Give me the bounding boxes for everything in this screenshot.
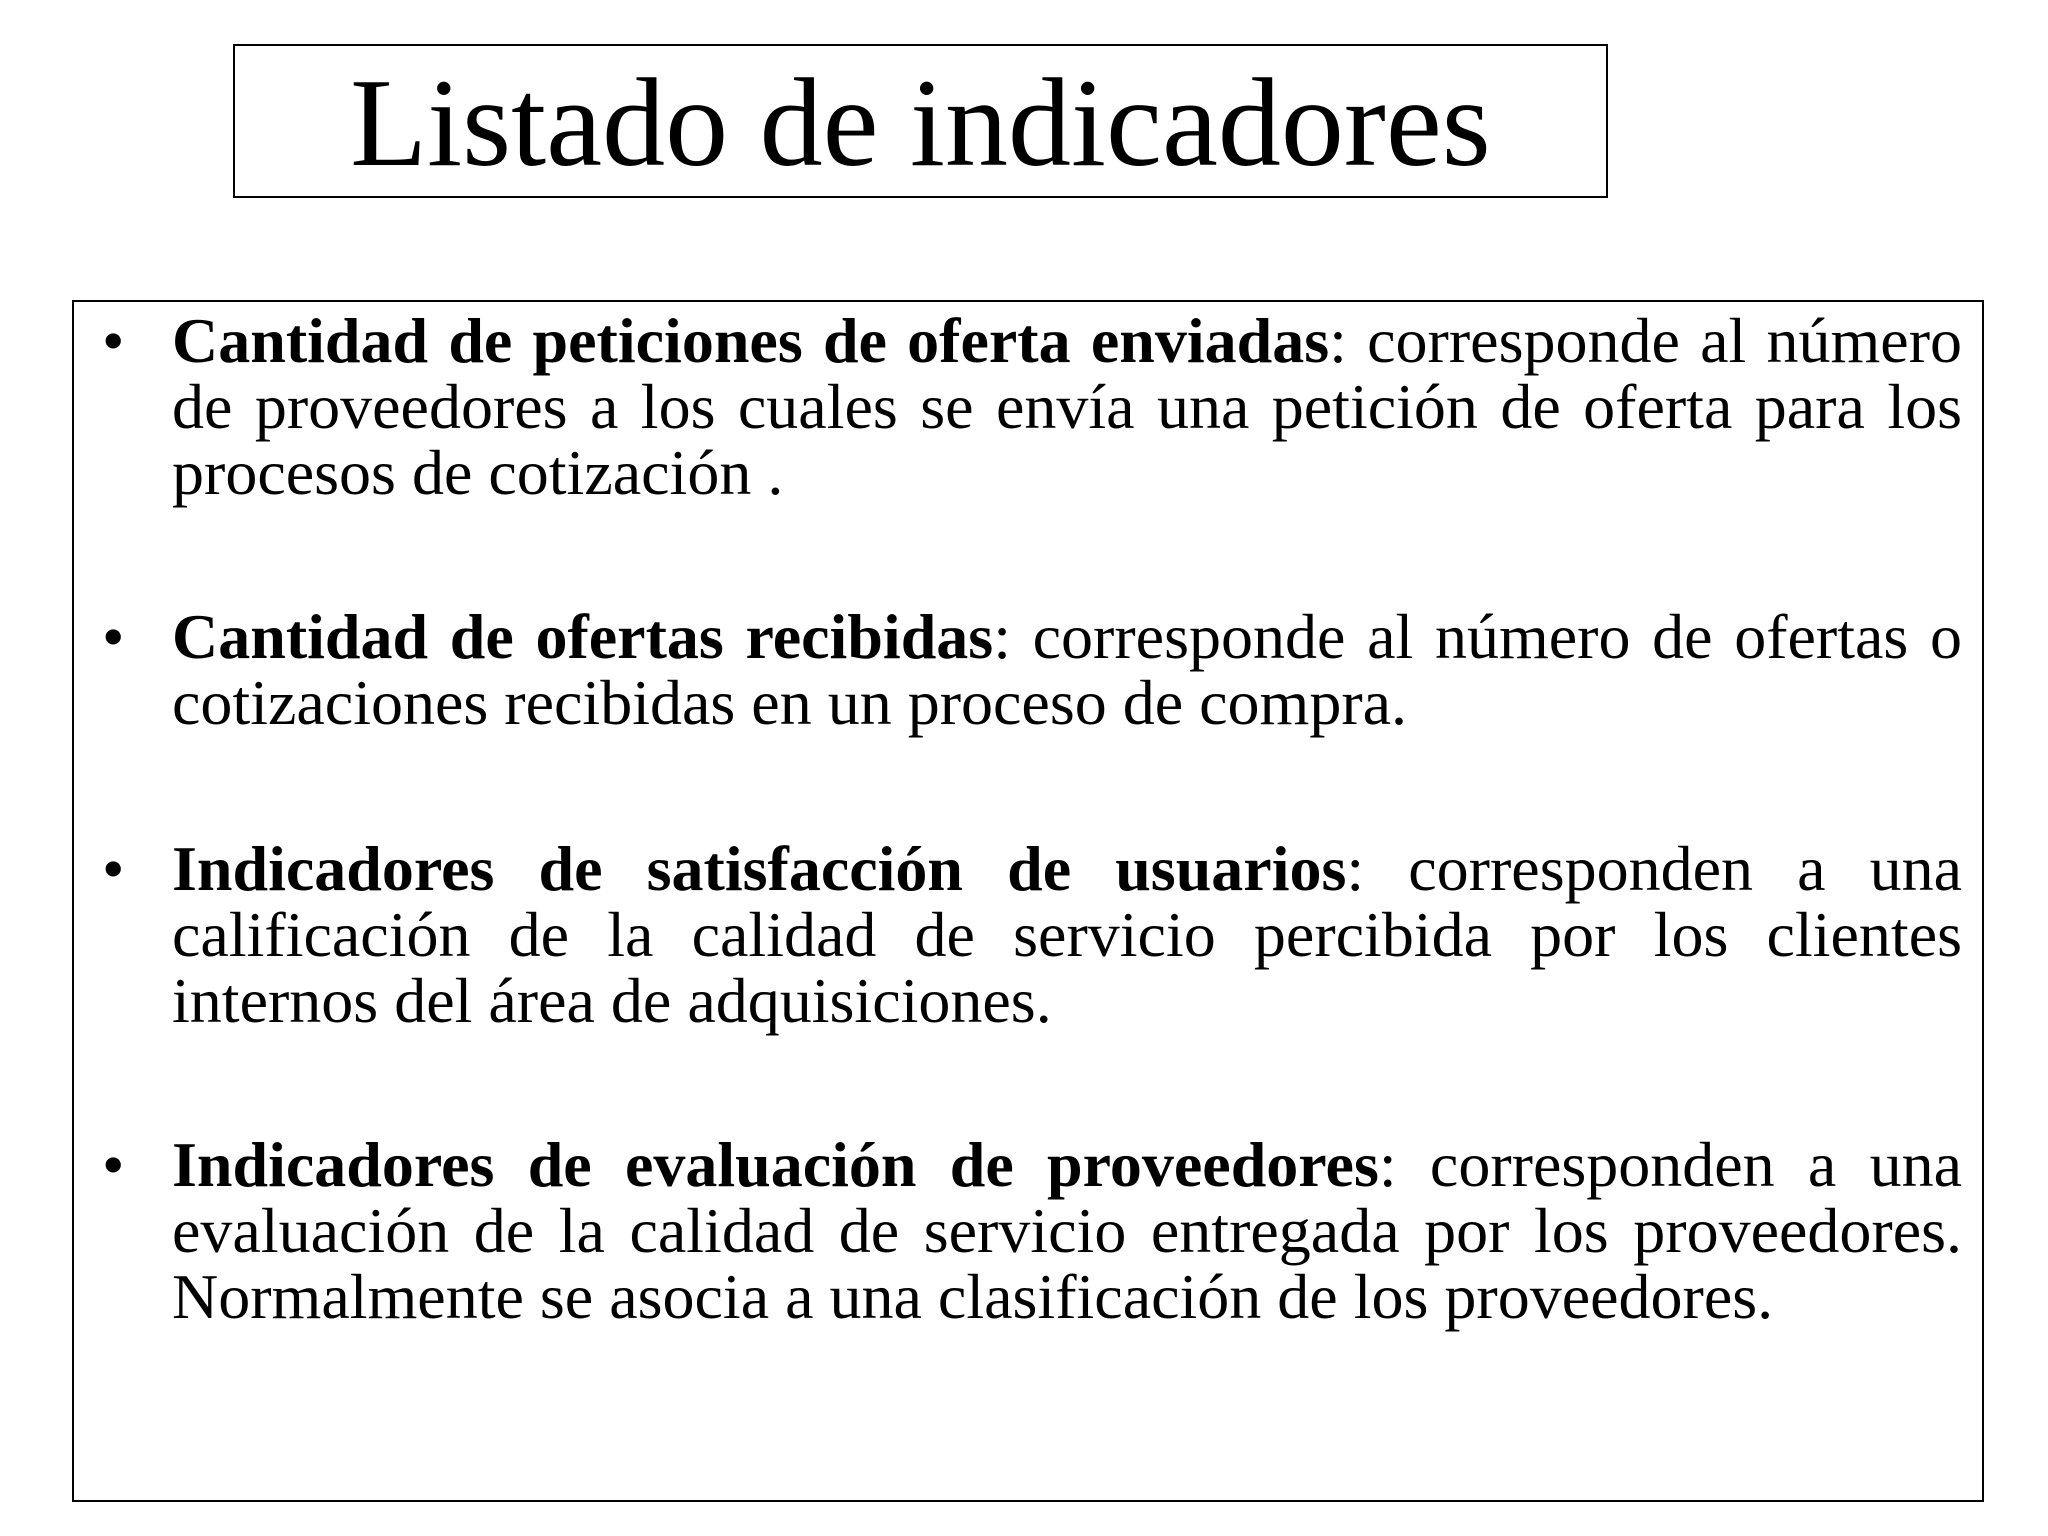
list-item-text (172, 1129, 1963, 1332)
slide-title: Listado de indicadores (350, 54, 1491, 193)
indicator-term: Indicadores de evaluación de proveedores (172, 1129, 1379, 1200)
bullet-icon: • (102, 833, 125, 904)
indicator-description: corresponde al número de ofertas o cotizaciones recibidas en un proceso de compra. (172, 601, 1962, 738)
list-item-text (172, 833, 1963, 1036)
list-item-text (172, 305, 1963, 508)
term-separator: : (1346, 833, 1365, 904)
term-separator: : (1329, 305, 1347, 376)
title-box (233, 44, 1608, 198)
term-separator: : (993, 601, 1011, 672)
bullet-icon: • (102, 305, 125, 376)
indicator-term: Indicadores de satisfacción de usuarios (172, 833, 1347, 904)
indicator-description: corresponden a una calificación de la calidad de servicio percibida por los clientes internos del área de adquisiciones. (172, 833, 1963, 1036)
indicator-description: corresponde al número de proveedores a los cuales se envía una petición de oferta para los procesos de cotización . (172, 305, 1963, 508)
bullet-icon: • (102, 1129, 125, 1200)
list-item-text (172, 601, 1962, 738)
bullet-icon: • (102, 601, 125, 672)
content-box (72, 300, 1984, 1502)
indicator-term: Cantidad de peticiones de oferta enviadas (172, 305, 1330, 376)
indicator-description: corresponden a una evaluación de la calidad de servicio entregada por los proveedores. Normalmente se asocia a una clasificación de los proveedores. (172, 1129, 1963, 1332)
indicator-term: Cantidad de ofertas recibidas (172, 601, 994, 672)
term-separator: : (1378, 1129, 1397, 1200)
